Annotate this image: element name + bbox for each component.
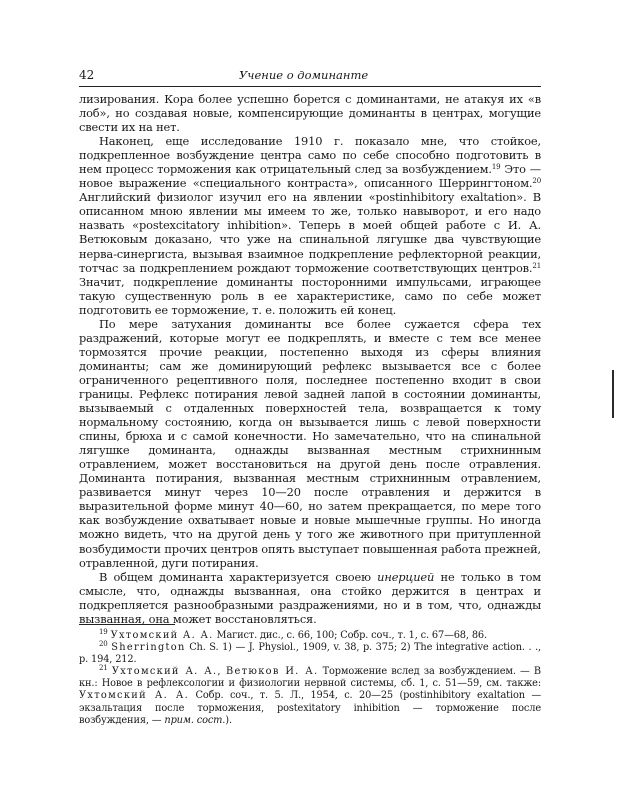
footnote-ref[interactable]: 20 [532, 177, 541, 186]
footnote-author: Sherrington [111, 642, 186, 654]
paragraph-text: Значит, подкрепление доминанты посторонними импульсами, играющее такую существенную роль в ее характеристике, само по себе может подготовить ее торможение, т. е. положить ей конец. [79, 274, 541, 317]
paragraph-text: По мере затухания доминанты все более сужается сфера тех раздражений, которые могут ее подкреплять, и вместе с тем все менее тормозятся прочие реакции, постепенно выходя из сферы влияния доминанты; сам же доминирующий рефлекс вызывается все с более ограниченного рецептивного поля, последнее постепенно входит в свои границы. Рефлекс потирания левой задней лапой в состоянии доминанты, вызываемый с отдаленных поверхностей тела, возвращается к тому нормальному состоянию, когда он вызывается лишь с левой поверхности спины, брюха и с самой конечности. Но замечательно, что на спинальной лягушке доминанта, однажды вызванная местным стрихнинным отравлением, может восстановиться на другой день после отравления. Доминанта потирания, вызванная местным стрихнинным отравлением, развивается минут через 10—20 после отравления и держится в выразительной форме минут 40—60, но затем прекращается, по мере того как возбуждение охватывает новые и новые мышечные группы. Но иногда можно видеть, что на другой день у того же животного при притупленной возбудимости прочих центров опять выступает повышенная работа прежней, отравленной, дуги потирания. [79, 316, 541, 570]
footnote-text: Магист. дис., с. 66, 100; Собр. соч., т. 1, с. 67—68, 86. [213, 630, 487, 641]
paragraph-1 [79, 92, 541, 134]
paragraph-2 [79, 134, 541, 317]
footnote-21 [79, 666, 541, 726]
running-title: Учение о доминанте [239, 68, 369, 82]
paragraph-text: В общем доминанта характеризуется своею [99, 569, 378, 584]
footnote-emphasis: прим. сост. [164, 714, 226, 726]
footnote-text: ). [225, 714, 232, 726]
footnote-author: Ухтомский А. А. [110, 630, 214, 641]
scan-edge-mark [612, 370, 614, 418]
paragraph-4 [79, 570, 541, 626]
footnote-text: Ch. S. 1) — J. Physiol., 1909, v. 38, p. 375; 2) The integrative action. . ., p. 194, 212. [79, 642, 541, 666]
footnote-text: Собр. соч., т. 5. Л., 1954, с. 20—25 (postinhibitory exaltation — экзальтация после торможения, postexitatory inhibition — торможение после возбуждения, — [79, 690, 541, 726]
footnote-author: Ухтомский А. А., [111, 666, 222, 678]
page-header [79, 68, 541, 87]
footnote-author: Ветюков И. А. [226, 666, 319, 678]
paragraph-text: лизирования. Кора более успешно борется с доминантами, не атакуя их «в лоб», но создавая новые, компенсирующие доминанты в центрах, могущие свести их на нет. [79, 92, 541, 135]
footnote-number: 20 [99, 640, 108, 649]
page-number: 42 [79, 68, 95, 82]
paragraph-3 [79, 317, 541, 570]
paragraph-text: Английский физиолог изучил его на явлении «postinhibitory exaltation». В описанном мною явлении мы имеем то же, только навыворот, и его надо назвать «postexcitatory inhibition». Теперь в моей общей работе с И. А. Ветюковым доказано, что уже на спинальной лягушке два чувствующие нерва-синергиста, вызывая взаимное подкрепление рефлекторной реакции, тотчас за подкреплением рождают торможение соответствующих центров. [79, 190, 541, 275]
footnote-number: 21 [99, 664, 108, 673]
paragraph-text: не только в том смысле, что, однажды вызванная, она стойко держится в центрах и подкрепляется разнообразными раздражениями, но и в том, что, однажды вызванная, она может восстановляться. [79, 569, 541, 626]
emphasis-text: инерцией [377, 569, 435, 584]
footnote-number: 19 [99, 628, 108, 636]
footnote-20 [79, 642, 541, 666]
footnote-ref[interactable]: 21 [532, 261, 541, 270]
footnote-text: Торможение вслед за возбуждением. — В кн.: Новое в рефлексологии и физиологии нервной системы, сб. 1, с. 51—59, см. также: [79, 666, 541, 690]
footnote-divider [79, 624, 175, 625]
footnote-19 [79, 630, 541, 642]
main-text [79, 92, 541, 626]
footnotes [79, 630, 541, 727]
footnote-author: Ухтомский А. А. [79, 690, 190, 702]
footnote-ref[interactable]: 19 [491, 163, 501, 172]
paragraph-text: Наконец, еще исследование 1910 г. показало мне, что стойкое, подкрепленное возбуждение центра само по себе способно подготовить в нем процесс торможения как отрицательный след за возбуждением. [79, 134, 541, 177]
paragraph-text: Это — новое выражение «специального контраста», описанного Шеррингтоном. [79, 162, 541, 191]
